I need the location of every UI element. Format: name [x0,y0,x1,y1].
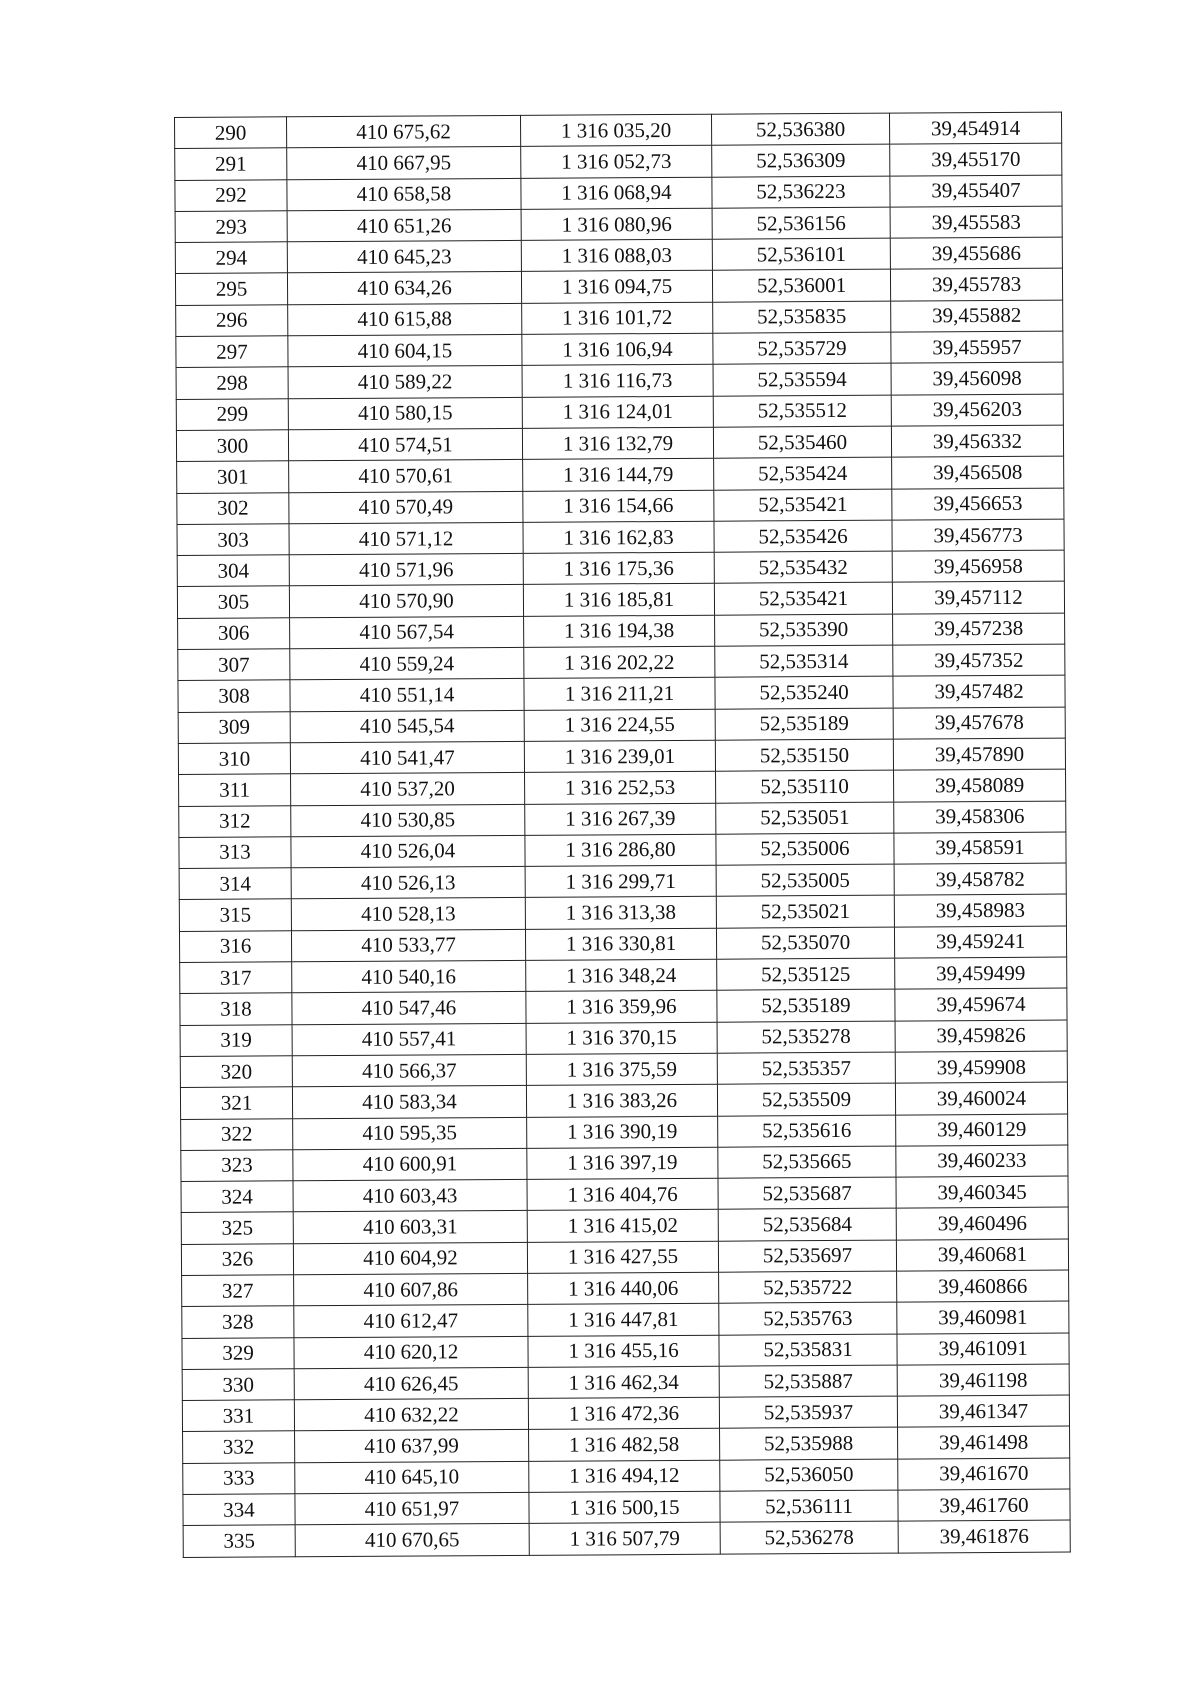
latitude-cell: 52,535005 [716,864,894,896]
longitude-cell: 39,460681 [896,1239,1068,1271]
point-number-cell: 319 [180,1024,292,1056]
y-coordinate-cell: 1 316 500,15 [529,1491,720,1523]
latitude-cell: 52,535512 [713,395,891,427]
x-coordinate-cell: 410 667,95 [287,147,521,180]
latitude-cell: 52,536111 [720,1490,898,1522]
latitude-cell: 52,535314 [715,645,893,677]
y-coordinate-cell: 1 316 106,94 [522,333,713,365]
longitude-cell: 39,461670 [898,1458,1070,1490]
longitude-cell: 39,456773 [892,519,1064,551]
y-coordinate-cell: 1 316 144,79 [523,458,714,490]
point-number-cell: 329 [182,1337,294,1369]
latitude-cell: 52,535729 [713,332,891,364]
y-coordinate-cell: 1 316 267,39 [525,803,716,835]
longitude-cell: 39,458591 [894,832,1066,864]
latitude-cell: 52,535432 [714,551,892,583]
y-coordinate-cell: 1 316 202,22 [524,646,715,678]
y-coordinate-cell: 1 316 348,24 [526,959,717,991]
y-coordinate-cell: 1 316 494,12 [529,1460,720,1492]
y-coordinate-cell: 1 316 162,83 [523,521,714,553]
latitude-cell: 52,535684 [718,1208,896,1240]
point-number-cell: 333 [183,1463,295,1495]
latitude-cell: 52,535125 [717,958,895,990]
latitude-cell: 52,535189 [715,708,893,740]
x-coordinate-cell: 410 612,47 [294,1305,528,1338]
longitude-cell: 39,455407 [890,175,1062,207]
point-number-cell: 323 [181,1150,293,1182]
latitude-cell: 52,536223 [712,176,890,208]
y-coordinate-cell: 1 316 330,81 [525,928,716,960]
latitude-cell: 52,535051 [716,802,894,834]
longitude-cell: 39,455583 [890,206,1062,238]
point-number-cell: 298 [176,367,288,399]
latitude-cell: 52,536001 [712,270,890,302]
point-number-cell: 301 [177,461,289,493]
latitude-cell: 52,535426 [714,520,892,552]
longitude-cell: 39,456508 [892,456,1064,488]
point-number-cell: 291 [175,148,287,180]
x-coordinate-cell: 410 651,97 [295,1492,529,1525]
y-coordinate-cell: 1 316 154,66 [523,490,714,522]
longitude-cell: 39,456958 [892,550,1064,582]
x-coordinate-cell: 410 645,10 [295,1461,529,1494]
y-coordinate-cell: 1 316 224,55 [524,709,715,741]
x-coordinate-cell: 410 541,47 [290,741,524,774]
longitude-cell: 39,457678 [893,707,1065,739]
longitude-cell: 39,460496 [896,1207,1068,1239]
latitude-cell: 52,535887 [719,1365,897,1397]
x-coordinate-cell: 410 600,91 [293,1148,527,1181]
latitude-cell: 52,535390 [715,614,893,646]
x-coordinate-cell: 410 526,04 [291,835,525,868]
longitude-cell: 39,459241 [894,926,1066,958]
point-number-cell: 299 [176,398,288,430]
latitude-cell: 52,535150 [715,739,893,771]
longitude-cell: 39,461760 [898,1489,1070,1521]
x-coordinate-cell: 410 615,88 [288,303,522,336]
longitude-cell: 39,459908 [895,1051,1067,1083]
latitude-cell: 52,535021 [716,896,894,928]
y-coordinate-cell: 1 316 359,96 [526,991,717,1023]
latitude-cell: 52,535835 [713,301,891,333]
latitude-cell: 52,535509 [717,1083,895,1115]
table-row [183,1520,1070,1557]
longitude-cell: 39,456098 [891,362,1063,394]
x-coordinate-cell: 410 632,22 [294,1399,528,1432]
latitude-cell: 52,536101 [712,238,890,270]
x-coordinate-cell: 410 604,15 [288,334,522,367]
point-number-cell: 332 [183,1431,295,1463]
latitude-cell: 52,536050 [720,1459,898,1491]
longitude-cell: 39,460866 [897,1270,1069,1302]
x-coordinate-cell: 410 658,58 [287,178,521,211]
y-coordinate-cell: 1 316 175,36 [523,552,714,584]
longitude-cell: 39,455783 [890,269,1062,301]
y-coordinate-cell: 1 316 052,73 [521,146,712,178]
y-coordinate-cell: 1 316 404,76 [527,1178,718,1210]
x-coordinate-cell: 410 570,61 [289,460,523,493]
latitude-cell: 52,535937 [719,1396,897,1428]
longitude-cell: 39,457238 [893,613,1065,645]
longitude-cell: 39,457482 [893,675,1065,707]
point-number-cell: 316 [179,931,291,963]
x-coordinate-cell: 410 540,16 [292,960,526,993]
coordinates-table-body [175,112,1071,1557]
y-coordinate-cell: 1 316 427,55 [527,1241,718,1273]
longitude-cell: 39,459674 [895,988,1067,1020]
latitude-cell: 52,535594 [713,363,891,395]
latitude-cell: 52,535831 [719,1334,897,1366]
latitude-cell: 52,535421 [714,489,892,521]
y-coordinate-cell: 1 316 132,79 [522,427,713,459]
x-coordinate-cell: 410 570,49 [289,491,523,524]
latitude-cell: 52,535665 [718,1146,896,1178]
y-coordinate-cell: 1 316 313,38 [525,897,716,929]
x-coordinate-cell: 410 545,54 [290,710,524,743]
latitude-cell: 52,535687 [718,1177,896,1209]
point-number-cell: 306 [178,618,290,650]
x-coordinate-cell: 410 526,13 [291,866,525,899]
point-number-cell: 317 [180,962,292,994]
y-coordinate-cell: 1 316 088,03 [521,239,712,271]
x-coordinate-cell: 410 567,54 [290,616,524,649]
latitude-cell: 52,536278 [720,1521,898,1553]
longitude-cell: 39,461876 [898,1520,1070,1552]
latitude-cell: 52,535357 [717,1052,895,1084]
longitude-cell: 39,460233 [896,1145,1068,1177]
y-coordinate-cell: 1 316 211,21 [524,678,715,710]
latitude-cell: 52,536380 [711,113,889,145]
y-coordinate-cell: 1 316 462,34 [528,1366,719,1398]
x-coordinate-cell: 410 530,85 [291,804,525,837]
y-coordinate-cell: 1 316 482,58 [529,1429,720,1461]
x-coordinate-cell: 410 583,34 [292,1086,526,1119]
latitude-cell: 52,535070 [716,927,894,959]
point-number-cell: 325 [181,1212,293,1244]
x-coordinate-cell: 410 557,41 [292,1023,526,1056]
longitude-cell: 39,459499 [895,957,1067,989]
latitude-cell: 52,536156 [712,207,890,239]
y-coordinate-cell: 1 316 397,19 [527,1147,718,1179]
x-coordinate-cell: 410 651,26 [287,209,521,242]
longitude-cell: 39,456653 [892,488,1064,520]
x-coordinate-cell: 410 626,45 [294,1367,528,1400]
point-number-cell: 297 [176,336,288,368]
latitude-cell: 52,535189 [717,989,895,1021]
x-coordinate-cell: 410 670,65 [295,1524,529,1557]
point-number-cell: 312 [179,805,291,837]
point-number-cell: 320 [180,1056,292,1088]
y-coordinate-cell: 1 316 455,16 [528,1335,719,1367]
latitude-cell: 52,535006 [716,833,894,865]
longitude-cell: 39,458983 [894,894,1066,926]
x-coordinate-cell: 410 675,62 [287,115,521,148]
x-coordinate-cell: 410 547,46 [292,992,526,1025]
point-number-cell: 302 [177,492,289,524]
y-coordinate-cell: 1 316 116,73 [522,365,713,397]
longitude-cell: 39,460981 [897,1301,1069,1333]
latitude-cell: 52,535460 [713,426,891,458]
point-number-cell: 328 [182,1306,294,1338]
point-number-cell: 326 [181,1243,293,1275]
y-coordinate-cell: 1 316 383,26 [526,1084,717,1116]
point-number-cell: 300 [176,430,288,462]
x-coordinate-cell: 410 589,22 [288,366,522,399]
point-number-cell: 331 [182,1400,294,1432]
y-coordinate-cell: 1 316 035,20 [520,114,711,146]
y-coordinate-cell: 1 316 252,53 [525,771,716,803]
coordinates-table [174,112,1071,1558]
y-coordinate-cell: 1 316 239,01 [524,740,715,772]
point-number-cell: 314 [179,868,291,900]
x-coordinate-cell: 410 595,35 [293,1117,527,1150]
point-number-cell: 315 [179,899,291,931]
x-coordinate-cell: 410 537,20 [291,773,525,806]
y-coordinate-cell: 1 316 299,71 [525,865,716,897]
y-coordinate-cell: 1 316 101,72 [522,302,713,334]
longitude-cell: 39,455882 [891,300,1063,332]
x-coordinate-cell: 410 580,15 [288,397,522,430]
longitude-cell: 39,457112 [892,582,1064,614]
x-coordinate-cell: 410 645,23 [287,241,521,274]
x-coordinate-cell: 410 571,96 [289,554,523,587]
latitude-cell: 52,535278 [717,1021,895,1053]
y-coordinate-cell: 1 316 080,96 [521,208,712,240]
x-coordinate-cell: 410 571,12 [289,522,523,555]
latitude-cell: 52,535424 [714,457,892,489]
point-number-cell: 292 [175,179,287,211]
point-number-cell: 309 [178,711,290,743]
latitude-cell: 52,535988 [720,1428,898,1460]
y-coordinate-cell: 1 316 390,19 [527,1116,718,1148]
longitude-cell: 39,461498 [898,1427,1070,1459]
latitude-cell: 52,535763 [719,1302,897,1334]
x-coordinate-cell: 410 607,86 [294,1273,528,1306]
y-coordinate-cell: 1 316 375,59 [526,1053,717,1085]
longitude-cell: 39,461347 [897,1395,1069,1427]
longitude-cell: 39,460129 [896,1114,1068,1146]
latitude-cell: 52,535421 [714,583,892,615]
y-coordinate-cell: 1 316 185,81 [523,584,714,616]
latitude-cell: 52,535110 [716,770,894,802]
latitude-cell: 52,535616 [718,1115,896,1147]
point-number-cell: 327 [182,1275,294,1307]
longitude-cell: 39,455686 [890,237,1062,269]
y-coordinate-cell: 1 316 415,02 [527,1210,718,1242]
point-number-cell: 305 [177,586,289,618]
longitude-cell: 39,457890 [893,738,1065,770]
point-number-cell: 335 [183,1525,295,1557]
y-coordinate-cell: 1 316 370,15 [526,1022,717,1054]
point-number-cell: 330 [182,1369,294,1401]
latitude-cell: 52,536309 [712,144,890,176]
y-coordinate-cell: 1 316 068,94 [521,177,712,209]
point-number-cell: 308 [178,680,290,712]
point-number-cell: 324 [181,1181,293,1213]
y-coordinate-cell: 1 316 194,38 [524,615,715,647]
x-coordinate-cell: 410 533,77 [291,929,525,962]
y-coordinate-cell: 1 316 094,75 [521,271,712,303]
point-number-cell: 295 [175,273,287,305]
x-coordinate-cell: 410 559,24 [290,647,524,680]
point-number-cell: 311 [179,774,291,806]
point-number-cell: 296 [176,305,288,337]
x-coordinate-cell: 410 574,51 [288,428,522,461]
point-number-cell: 310 [178,743,290,775]
y-coordinate-cell: 1 316 472,36 [528,1397,719,1429]
longitude-cell: 39,454914 [889,112,1061,144]
latitude-cell: 52,535240 [715,676,893,708]
x-coordinate-cell: 410 528,13 [291,898,525,931]
x-coordinate-cell: 410 566,37 [292,1054,526,1087]
point-number-cell: 321 [180,1087,292,1119]
x-coordinate-cell: 410 637,99 [295,1430,529,1463]
y-coordinate-cell: 1 316 440,06 [528,1272,719,1304]
longitude-cell: 39,459826 [895,1020,1067,1052]
y-coordinate-cell: 1 316 507,79 [529,1523,720,1555]
x-coordinate-cell: 410 634,26 [287,272,521,305]
longitude-cell: 39,458089 [894,769,1066,801]
y-coordinate-cell: 1 316 286,80 [525,834,716,866]
longitude-cell: 39,461091 [897,1333,1069,1365]
longitude-cell: 39,456203 [891,394,1063,426]
point-number-cell: 322 [181,1118,293,1150]
point-number-cell: 318 [180,993,292,1025]
longitude-cell: 39,457352 [893,644,1065,676]
point-number-cell: 290 [175,117,287,149]
point-number-cell: 313 [179,837,291,869]
y-coordinate-cell: 1 316 447,81 [528,1303,719,1335]
longitude-cell: 39,460345 [896,1176,1068,1208]
point-number-cell: 304 [177,555,289,587]
point-number-cell: 294 [175,242,287,274]
longitude-cell: 39,456332 [891,425,1063,457]
y-coordinate-cell: 1 316 124,01 [522,396,713,428]
x-coordinate-cell: 410 570,90 [289,585,523,618]
x-coordinate-cell: 410 604,92 [293,1242,527,1275]
longitude-cell: 39,455170 [890,143,1062,175]
longitude-cell: 39,458306 [894,801,1066,833]
point-number-cell: 293 [175,211,287,243]
x-coordinate-cell: 410 603,43 [293,1179,527,1212]
latitude-cell: 52,535722 [719,1271,897,1303]
point-number-cell: 303 [177,524,289,556]
longitude-cell: 39,460024 [895,1082,1067,1114]
point-number-cell: 307 [178,649,290,681]
longitude-cell: 39,455957 [891,331,1063,363]
longitude-cell: 39,458782 [894,863,1066,895]
latitude-cell: 52,535697 [718,1240,896,1272]
x-coordinate-cell: 410 620,12 [294,1336,528,1369]
x-coordinate-cell: 410 603,31 [293,1211,527,1244]
point-number-cell: 334 [183,1494,295,1526]
x-coordinate-cell: 410 551,14 [290,679,524,712]
longitude-cell: 39,461198 [897,1364,1069,1396]
